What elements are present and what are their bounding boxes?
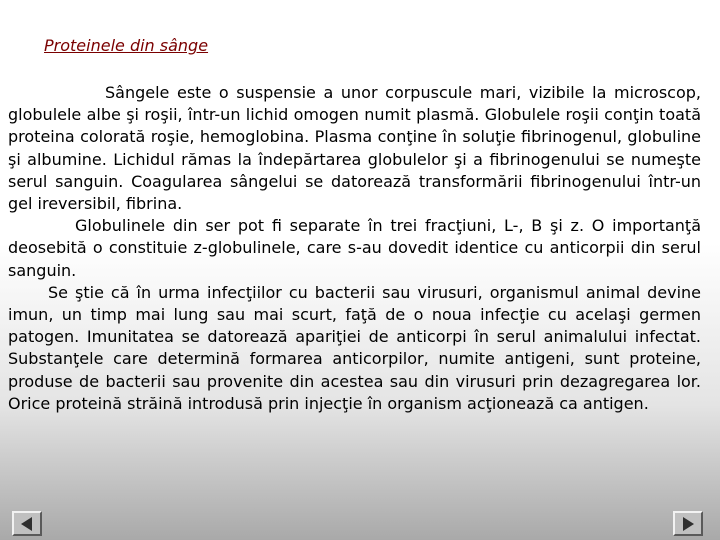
triangle-left-icon — [19, 516, 35, 532]
next-slide-button[interactable] — [673, 511, 703, 536]
paragraph-2: Globulinele din ser pot fi separate în trei fracţiuni, L-, B şi z. O importanţă deosebită o constituie z-globulinele, care s-au dovedit identice cu anticorpii din serul sanguin. — [8, 216, 701, 280]
slide-title: Proteinele din sânge — [44, 36, 209, 55]
previous-slide-button[interactable] — [12, 511, 42, 536]
slide-body — [8, 82, 701, 415]
triangle-right-icon — [680, 516, 696, 532]
paragraph-1: Sângele este o suspensie a unor corpuscule mari, vizibile la microscop, globulele albe şi roşii, într-un lichid omogen numit plasmă. Globulele roşii conţin toată proteina colorată roşie, hemoglobina. Plasma conţine în soluţie fibrinogenul, globuline şi albumine. Lichidul rămas la îndepărtarea globulelor şi a fibrinogenului se numeşte serul sanguin. Coagularea sângelui se datorează transformării fibrinogenului într-un gel ireversibil, fibrina. — [8, 83, 701, 214]
paragraph-3: Se ştie că în urma infecţiilor cu bacterii sau virusuri, organismul animal devine imun, un timp mai lung sau mai scurt, faţă de o noua infecţie cu acelaşi germen patogen. Imunitatea se datorează apariţiei de anticorpi în serul animalului infectat. Substanţele care determină formarea anticorpilor, numite antigeni, sunt proteine, produse de bacterii sau provenite din acestea sau din virusuri prin dezagregarea lor. Orice proteină străină introdusă prin injecţie în organism acţionează ca antigen. — [8, 282, 701, 413]
